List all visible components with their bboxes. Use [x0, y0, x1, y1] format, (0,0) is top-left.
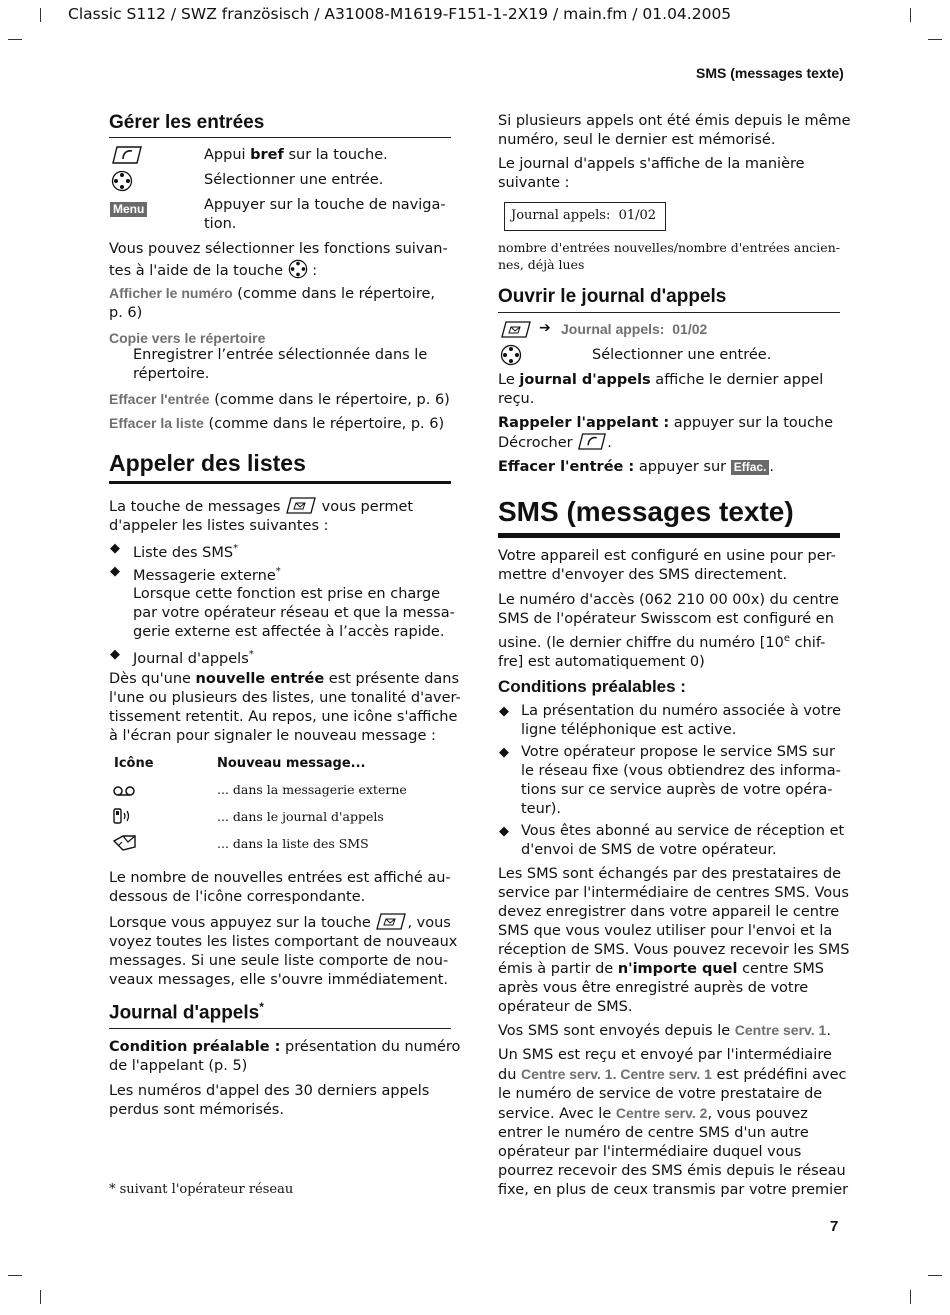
- option-afficher: Afficher le numéro (comme dans le répertoire, p. 6): [109, 285, 436, 321]
- gerer-row1: Appui bref sur la touche.: [204, 147, 388, 163]
- heading-appeler: Appeler des listes: [109, 450, 306, 476]
- ouvrir-p1: Le journal d'appels affiche le dernier appel reçu.: [498, 372, 824, 407]
- bullet-icon: ◆: [110, 564, 120, 579]
- sms-icon: [113, 835, 137, 851]
- message-key-icon: [285, 497, 317, 514]
- sms-p5: Un SMS est reçu et envoyé par l'intermédiaire du Centre serv. 1. Centre serv. 1 est prédéfini avec le numéro de service de votre prestataire de service. Avec le Centre serv. 2, vous pouvez entrer le numéro de centre SMS d'un autre opérateur par l'intermédiaire duquel vous pourrez recevoir des SMS émis depuis le réseau fixe, en plus de ceux transmis par votre premier: [498, 1047, 849, 1198]
- option-copie-desc: Enregistrer l’entrée sélectionnée dans le répertoire.: [133, 347, 428, 382]
- ouvrir-p2: Rappeler l'appelant : appuyer sur la touche Décrocher .: [498, 415, 834, 451]
- bullet-icon: ◆: [110, 541, 120, 556]
- heading-rule: [109, 481, 451, 484]
- message-key-icon: [500, 321, 532, 338]
- talk-key-icon: [111, 146, 143, 164]
- list-item: Votre opérateur propose le service SMS sur le réseau fixe (vous obtiendrez des informa- tions sur ce service auprès de votre opéra- teur).: [521, 744, 841, 817]
- heading-ouvrir: Ouvrir le journal d'appels: [498, 286, 727, 307]
- sms-p3: Les SMS sont échangés par des prestataires de service par l'intermédiaire de centres SMS. Vous devez enregistrer dans votre appareil le centre SMS que vous voulez utiliser pour l'envoi et la réception de SMS. Vous pouvez recevoir les SMS émis à partir de n'importe quel centre SMS après vous être enregistré auprès de votre opérateur de SMS.: [498, 866, 850, 1015]
- sms-p2: Le numéro d'accès (062 210 00 00x) du centre SMS de l'opérateur Swisscom est configuré en usine. (le dernier chiffre du numéro [10e chif- fre] est automatiquement 0): [498, 592, 839, 670]
- crop-mark: [928, 1275, 942, 1276]
- list-item-desc: Lorsque cette fonction est prise en charge par votre opérateur réseau et que la messa- gerie externe est affectée à l’accès rapide.: [133, 586, 455, 640]
- navigation-key-icon: [500, 344, 522, 366]
- ouvrir-p3: Effacer l'entrée : appuyer sur Effac. .: [498, 459, 775, 475]
- bullet-icon: ◆: [499, 824, 509, 839]
- call-list-icon: [113, 808, 135, 824]
- sms-p4: Vos SMS sont envoyés depuis le Centre serv. 1.: [498, 1022, 831, 1039]
- crop-mark: [928, 39, 942, 40]
- journal-condition: Condition préalable : présentation du numéro de l'appelant (p. 5): [109, 1039, 461, 1074]
- option-effacer-liste: Effacer la liste (comme dans le répertoire, p. 6): [109, 415, 445, 432]
- display-text: Journal appels: 01/02: [511, 208, 657, 223]
- heading-rule: [109, 1028, 451, 1029]
- voicemail-icon: [113, 785, 135, 797]
- sms-p1: Votre appareil est configuré en usine pour per- mettre d'envoyer des SMS directement.: [498, 548, 836, 583]
- table-row: ... dans la liste des SMS: [217, 836, 369, 851]
- running-header: Classic S112 / SWZ französisch / A31008-M1619-F151-1-2X19 / main.fm / 01.04.2005: [68, 5, 732, 23]
- heading-conditions: Conditions préalables :: [498, 677, 686, 696]
- talk-key-icon: [577, 433, 607, 450]
- table-row: ... dans le journal d'appels: [217, 809, 384, 824]
- appeler-p3: Lorsque vous appuyez sur la touche , vous voyez toutes les listes comportant de nouveaux messages. Si une seule liste comporte de nou- veaux messages, elle s'ouvre immédiatement.: [109, 915, 458, 988]
- menu-path: Journal appels: 01/02: [561, 321, 708, 337]
- ouvrir-row2: Sélectionner une entrée.: [592, 347, 772, 363]
- footnote: * suivant l'opérateur réseau: [109, 1182, 294, 1197]
- table-header-icon: Icône: [114, 756, 154, 771]
- menu-key: Menu: [110, 198, 147, 217]
- message-key-icon: [375, 913, 407, 930]
- bullet-icon: ◆: [499, 704, 509, 719]
- bullet-icon: ◆: [110, 647, 120, 662]
- display-preview: [504, 202, 666, 231]
- appeler-p1: Dès qu'une nouvelle entrée est présente dans l'une ou plusieurs des listes, une tonalité d'aver- tissement retentit. Au repos, une icône s'affiche à l'écran pour signaler le nouveau message :: [109, 671, 461, 744]
- heading-rule: [498, 312, 840, 313]
- list-item: Messagerie externe*: [133, 566, 281, 584]
- arrow-icon: ➔: [539, 320, 551, 336]
- navigation-key-icon: [111, 170, 133, 192]
- crop-mark: [8, 39, 22, 40]
- heading-rule: [498, 533, 840, 538]
- bullet-icon: ◆: [499, 745, 509, 760]
- heading-gerer: Gérer les entrées: [109, 112, 265, 133]
- option-effacer-entree: Effacer l'entrée (comme dans le répertoire, p. 6): [109, 391, 450, 408]
- crop-mark: [40, 8, 41, 22]
- table-row: ... dans la messagerie externe: [217, 782, 407, 797]
- list-item: La présentation du numéro associée à votre ligne téléphonique est active.: [521, 703, 842, 738]
- gerer-row2: Sélectionner une entrée.: [204, 172, 384, 188]
- crop-mark: [910, 1290, 911, 1304]
- page-number: 7: [830, 1218, 839, 1235]
- list-item: Vous êtes abonné au service de réception et d'envoi de SMS de votre opérateur.: [521, 823, 845, 858]
- list-item: Liste des SMS*: [133, 543, 239, 561]
- table-header-message: Nouveau message...: [217, 756, 366, 771]
- journal-paragraph: Les numéros d'appel des 30 derniers appels perdus sont mémorisés.: [109, 1083, 430, 1118]
- option-copie-term: Copie vers le répertoire: [109, 330, 266, 346]
- heading-sms: SMS (messages texte): [498, 496, 794, 527]
- crop-mark: [40, 1290, 41, 1304]
- crop-mark: [910, 8, 911, 22]
- effac-key: Effac.: [731, 460, 770, 475]
- appeler-intro: La touche de messages vous permet d'appeler les listes suivantes :: [109, 499, 414, 534]
- journal-continued: Si plusieurs appels ont été émis depuis le même numéro, seul le dernier est mémorisé.: [498, 113, 851, 148]
- gerer-intro: Vous pouvez sélectionner les fonctions suivan- tes à l'aide de la touche :: [109, 241, 448, 279]
- gerer-row3: Appuyer sur la touche de naviga- tion.: [204, 197, 446, 232]
- crop-mark: [8, 1275, 22, 1276]
- appeler-p2: Le nombre de nouvelles entrées est affiché au- dessous de l'icône correspondante.: [109, 870, 451, 905]
- navigation-key-icon: [288, 259, 308, 279]
- display-caption: nombre d'entrées nouvelles/nombre d'entrées ancien- nes, déjà lues: [498, 240, 840, 272]
- list-item: Journal d'appels*: [133, 649, 254, 667]
- heading-rule: [109, 137, 451, 138]
- journal-continued-2: Le journal d'appels s'affiche de la manière suivante :: [498, 156, 805, 191]
- heading-journal: Journal d'appels*: [109, 1000, 264, 1024]
- section-header: SMS (messages texte): [696, 65, 844, 81]
